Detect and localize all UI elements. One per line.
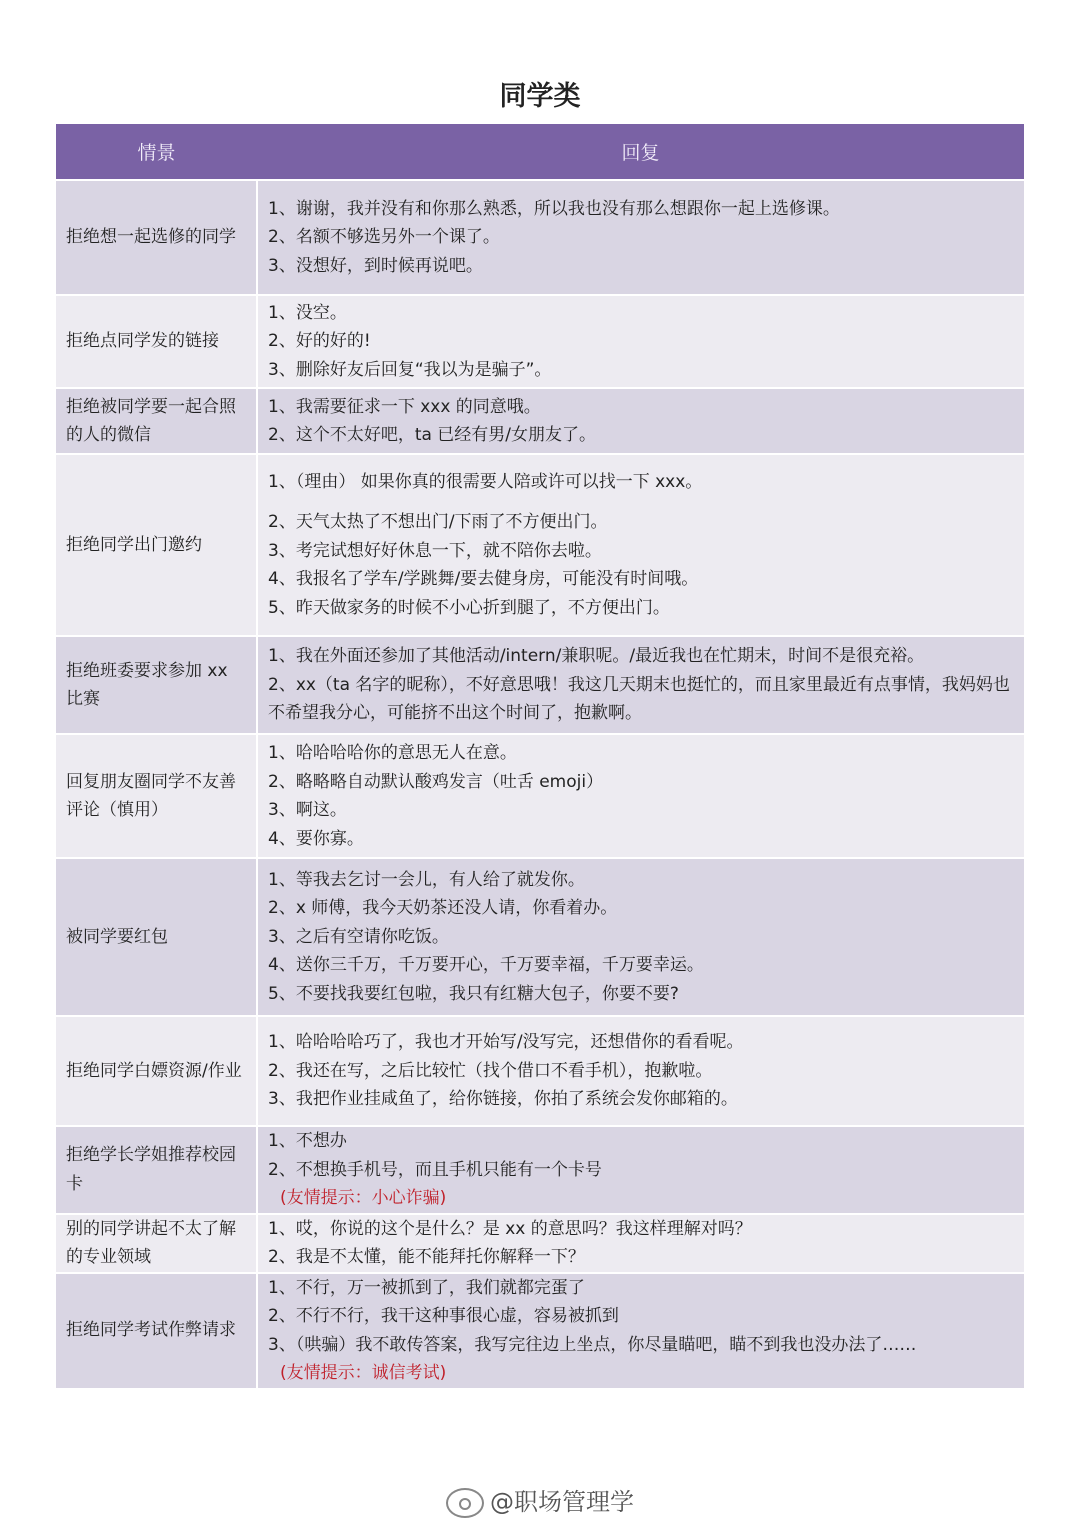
tip-note: (友情提示：小心诈骗) bbox=[280, 1188, 447, 1208]
reply-line: 4、我报名了学车/学跳舞/要去健身房，可能没有时间哦。 bbox=[268, 569, 699, 590]
reply-cell bbox=[257, 454, 1024, 636]
reply-line: 1、我在外面还参加了其他活动/intern/兼职呢。/最近我也在忙期末，时间不是很充裕。 bbox=[268, 646, 925, 667]
reply-line: 2、名额不够选另外一个课了。 bbox=[268, 227, 500, 248]
reply-line: 1、哈哈哈哈巧了，我也才开始写/没写完，还想借你的看看呢。 bbox=[268, 1032, 744, 1053]
reply-line: 3、（哄骗）我不敢传答案，我写完往边上坐点，你尽量瞄吧，瞄不到我也没办法了…… bbox=[268, 1334, 917, 1355]
reply-cell bbox=[257, 180, 1024, 295]
reply-cell bbox=[257, 388, 1024, 454]
table-row bbox=[56, 1214, 1024, 1273]
reply-line: 2、x 师傅，我今天奶茶还没人请，你看着办。 bbox=[268, 898, 618, 919]
header-scene: 情景 bbox=[56, 124, 257, 180]
table-row bbox=[56, 1273, 1024, 1389]
reply-line: 1、不行，万一被抓到了，我们就都完蛋了 bbox=[268, 1277, 585, 1298]
table-row bbox=[56, 295, 1024, 388]
header-reply: 回复 bbox=[257, 124, 1024, 180]
scene-cell: 拒绝想一起选修的同学 bbox=[56, 180, 257, 295]
table-row bbox=[56, 636, 1024, 734]
reply-line: 2、略略略自动默认酸鸡发言（吐舌 emoji） bbox=[268, 771, 604, 792]
scene-cell: 拒绝同学出门邀约 bbox=[56, 454, 257, 636]
reply-line: 3、没想好，到时候再说吧。 bbox=[268, 255, 483, 276]
tip-note: (友情提示：诚信考试) bbox=[280, 1363, 447, 1383]
table-row bbox=[56, 454, 1024, 636]
reply-line: 2、不行不行，我干这种事很心虚，容易被抓到 bbox=[268, 1306, 619, 1326]
reply-table bbox=[56, 124, 1024, 1390]
reply-line: 5、不要找我要红包啦，我只有红糖大包子，你要不要? bbox=[268, 983, 679, 1004]
scene-cell: 被同学要红包 bbox=[56, 858, 257, 1016]
scene-cell: 拒绝学长学姐推荐校园卡 bbox=[56, 1126, 257, 1214]
reply-cell bbox=[257, 295, 1024, 388]
scene-cell: 别的同学讲起不太了解的专业领域 bbox=[56, 1214, 257, 1273]
reply-line: 5、昨天做家务的时候不小心折到腿了，不方便出门。 bbox=[268, 597, 670, 618]
reply-line: 1、哎，你说的这个是什么？是 xx 的意思吗？我这样理解对吗？ bbox=[268, 1218, 752, 1239]
reply-line: 2、我还在写，之后比较忙（找个借口不看手机），抱歉啦。 bbox=[268, 1060, 713, 1081]
reply-line: 3、删除好友后回复“我以为是骗子”。 bbox=[268, 359, 552, 380]
reply-line: 2、xx（ta 名字的昵称），不好意思哦！我这几天期末也挺忙的，而且家里最近有点事情，我妈妈也不希望我分心，可能挤不出这个时间了，抱歉啊。 bbox=[268, 674, 1010, 724]
reply-line: 2、不想换手机号，而且手机只能有一个卡号 bbox=[268, 1159, 602, 1180]
table-row bbox=[56, 1016, 1024, 1126]
reply-line: 2、好的好的! bbox=[268, 331, 371, 352]
reply-line: 1、哈哈哈哈你的意思无人在意。 bbox=[268, 743, 517, 763]
reply-cell bbox=[257, 1016, 1024, 1126]
reply-line: 1、不想办 bbox=[268, 1131, 347, 1151]
reply-cell bbox=[257, 1214, 1024, 1273]
page-title: 同学类 bbox=[499, 81, 581, 112]
reply-line: 3、啊这。 bbox=[268, 800, 347, 820]
reply-cell bbox=[257, 734, 1024, 858]
reply-line: 1、我需要征求一下 xxx 的同意哦。 bbox=[268, 396, 541, 417]
scene-cell: 拒绝班委要求参加 xx 比赛 bbox=[56, 636, 257, 734]
scene-cell: 拒绝被同学要一起合照的人的微信 bbox=[56, 388, 257, 454]
reply-line: 2、天气太热了不想出门/下雨了不方便出门。 bbox=[268, 512, 608, 533]
reply-line: 2、这个不太好吧，ta 已经有男/女朋友了。 bbox=[268, 425, 597, 445]
weibo-logo-icon bbox=[446, 1488, 484, 1518]
scene-cell: 拒绝同学白嫖资源/作业 bbox=[56, 1016, 257, 1126]
table-row bbox=[56, 180, 1024, 295]
reply-line: 1、没空。 bbox=[268, 302, 347, 323]
footer-handle: @职场管理学 bbox=[490, 1488, 634, 1516]
reply-line: 4、送你三千万，千万要开心，千万要幸福，千万要幸运。 bbox=[268, 955, 704, 976]
reply-line: 3、之后有空请你吃饭。 bbox=[268, 926, 449, 947]
reply-cell bbox=[257, 858, 1024, 1016]
reply-line: 1、等我去乞讨一会儿，有人给了就发你。 bbox=[268, 869, 585, 890]
reply-line: 3、考完试想好好休息一下，就不陪你去啦。 bbox=[268, 540, 602, 561]
table-row bbox=[56, 858, 1024, 1016]
table-row bbox=[56, 388, 1024, 454]
table-row bbox=[56, 734, 1024, 858]
reply-line: 2、我是不太懂，能不能拜托你解释一下？ bbox=[268, 1247, 585, 1267]
reply-line: 4、要你寡。 bbox=[268, 828, 364, 849]
reply-line: 1、（理由） 如果你真的很需要人陪或许可以找一下 xxx。 bbox=[268, 471, 703, 492]
reply-cell bbox=[257, 1273, 1024, 1389]
scene-cell: 拒绝点同学发的链接 bbox=[56, 295, 257, 388]
reply-line: 1、谢谢，我并没有和你那么熟悉，所以我也没有那么想跟你一起上选修课。 bbox=[268, 198, 840, 219]
table-row bbox=[56, 1126, 1024, 1214]
reply-cell bbox=[257, 1126, 1024, 1214]
reply-cell bbox=[257, 636, 1024, 734]
scene-cell: 回复朋友圈同学不友善评论（慎用） bbox=[56, 734, 257, 858]
footer-credit bbox=[0, 1482, 1080, 1518]
scene-cell: 拒绝同学考试作弊请求 bbox=[56, 1273, 257, 1389]
table-header bbox=[56, 124, 1024, 180]
reply-line: 3、我把作业挂咸鱼了，给你链接，你拍了系统会发你邮箱的。 bbox=[268, 1089, 738, 1110]
